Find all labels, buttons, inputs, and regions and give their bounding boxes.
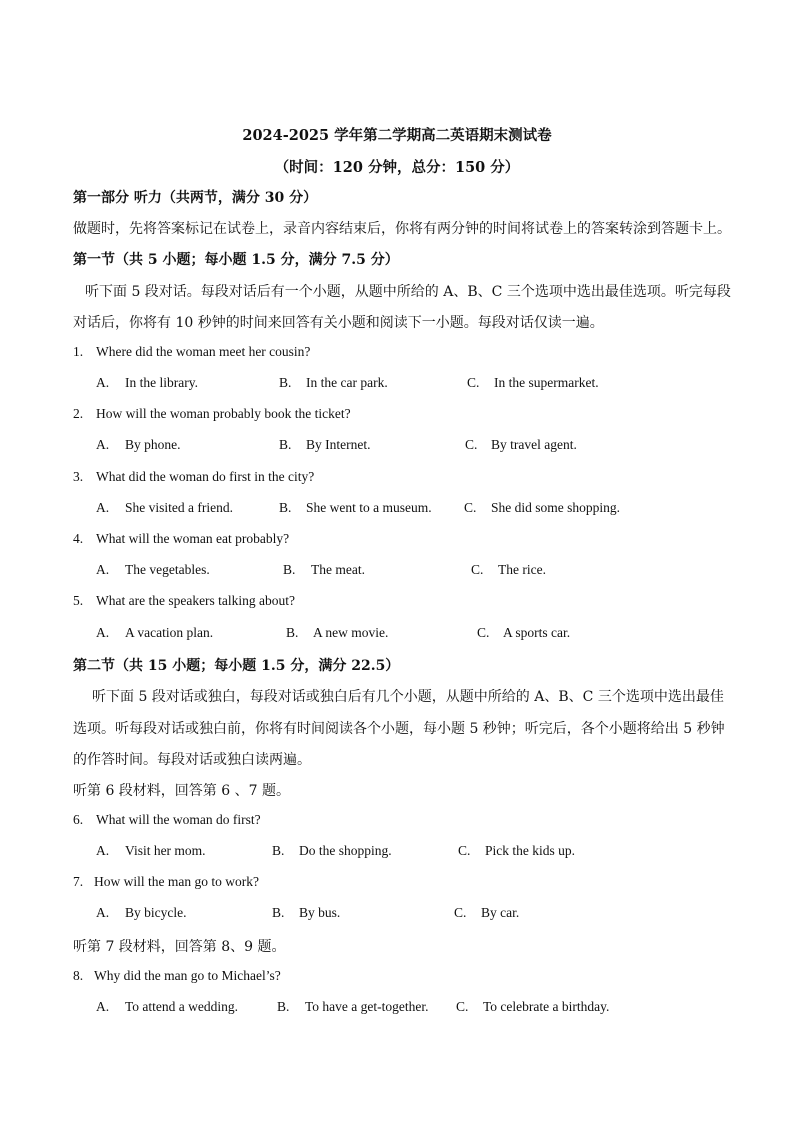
option-text: To attend a wedding. bbox=[125, 999, 239, 1014]
option-letter: A. bbox=[96, 999, 110, 1014]
option-text: The meat. bbox=[311, 562, 365, 577]
section1-intro-line2: 对话后，你将有 10 秒钟的时间来回答有关小题和阅读下一小题。每段对话仅读一遍。 bbox=[73, 315, 604, 331]
question-text: Where did the woman meet her cousin? bbox=[96, 344, 311, 359]
question-text: What will the woman do first? bbox=[96, 812, 261, 827]
option-text: She did some shopping. bbox=[491, 500, 621, 515]
option-letter: A. bbox=[96, 562, 110, 577]
option-text: Visit her mom. bbox=[125, 843, 206, 858]
option-text: By bicycle. bbox=[125, 905, 187, 920]
option-text: A vacation plan. bbox=[125, 625, 214, 640]
material-6-instruction: 听第 6 段材料，回答第 6 、7 题。 bbox=[73, 783, 290, 799]
option-text: To have a get-together. bbox=[305, 999, 429, 1014]
option-letter: B. bbox=[283, 562, 296, 577]
option-text: By Internet. bbox=[306, 437, 371, 452]
option-letter: A. bbox=[96, 500, 110, 515]
option-text: By car. bbox=[481, 905, 520, 920]
option-letter: C. bbox=[456, 999, 469, 1014]
question-text: What did the woman do first in the city? bbox=[96, 469, 315, 484]
option-letter: B. bbox=[272, 843, 285, 858]
question-text: What are the speakers talking about? bbox=[96, 593, 296, 608]
option-letter: A. bbox=[96, 625, 110, 640]
option-letter: B. bbox=[279, 437, 292, 452]
option-letter: B. bbox=[279, 500, 292, 515]
option-letter: B. bbox=[286, 625, 299, 640]
option-letter: B. bbox=[272, 905, 285, 920]
material-7-instruction: 听第 7 段材料，回答第 8、9 题。 bbox=[73, 939, 286, 955]
option-letter: C. bbox=[467, 375, 480, 390]
question-number: 7. bbox=[73, 874, 84, 889]
question-text: How will the woman probably book the ticket? bbox=[96, 406, 351, 421]
option-letter: C. bbox=[465, 437, 478, 452]
option-text: In the library. bbox=[125, 375, 198, 390]
option-text: By phone. bbox=[125, 437, 181, 452]
option-letter: A. bbox=[96, 375, 110, 390]
part1-instruction: 做题时，先将答案标记在试卷上，录音内容结束后，你将有两分钟的时间将试卷上的答案转涂到答题卡上。 bbox=[73, 221, 731, 237]
part1-heading: 第一部分 听力（共两节，满分 30 分） bbox=[73, 190, 318, 206]
question-text: Why did the man go to Michael’s? bbox=[94, 968, 281, 983]
option-letter: B. bbox=[277, 999, 290, 1014]
question-number: 2. bbox=[73, 406, 84, 421]
option-letter: A. bbox=[96, 437, 110, 452]
section1-intro-line1: 听下面 5 段对话。每段对话后有一个小题，从题中所给的 A、B、C 三个选项中选出最佳选项。听完每段 bbox=[85, 284, 731, 300]
option-letter: A. bbox=[96, 905, 110, 920]
option-letter: C. bbox=[464, 500, 477, 515]
option-letter: A. bbox=[96, 843, 110, 858]
option-text: The rice. bbox=[498, 562, 546, 577]
section1-heading: 第一节（共 5 小题；每小题 1.5 分，满分 7.5 分） bbox=[73, 252, 399, 268]
option-text: In the car park. bbox=[306, 375, 388, 390]
option-text: By bus. bbox=[299, 905, 341, 920]
option-letter: C. bbox=[471, 562, 484, 577]
question-number: 3. bbox=[73, 469, 84, 484]
option-text: A sports car. bbox=[503, 625, 571, 640]
question-number: 4. bbox=[73, 531, 84, 546]
section2-intro-line2: 选项。听每段对话或独白前，你将有时间阅读各个小题，每小题 5 秒钟；听完后，各个小题将给出 5 秒钟 bbox=[73, 721, 725, 737]
option-letter: C. bbox=[454, 905, 467, 920]
section2-heading: 第二节（共 15 小题；每小题 1.5 分，满分 22.5） bbox=[73, 658, 400, 674]
section2-intro-line3: 的作答时间。每段对话或独白读两遍。 bbox=[73, 752, 311, 768]
option-letter: B. bbox=[279, 375, 292, 390]
question-number: 1. bbox=[73, 344, 84, 359]
option-text: In the supermarket. bbox=[494, 375, 599, 390]
option-text: A new movie. bbox=[313, 625, 389, 640]
option-letter: C. bbox=[477, 625, 490, 640]
question-text: What will the woman eat probably? bbox=[96, 531, 290, 546]
question-number: 5. bbox=[73, 593, 84, 608]
option-text: To celebrate a birthday. bbox=[483, 999, 610, 1014]
question-text: How will the man go to work? bbox=[94, 874, 259, 889]
exam-subtitle: （时间：120 分钟，总分：150 分） bbox=[274, 159, 520, 176]
question-number: 6. bbox=[73, 812, 84, 827]
option-letter: C. bbox=[458, 843, 471, 858]
exam-title: 2024-2025 学年第二学期高二英语期末测试卷 bbox=[242, 127, 552, 144]
question-number: 8. bbox=[73, 968, 84, 983]
option-text: By travel agent. bbox=[491, 437, 577, 452]
section2-intro-line1: 听下面 5 段对话或独白，每段对话或独白后有几个小题，从题中所给的 A、B、C 三个选项中选出最佳 bbox=[92, 689, 724, 705]
option-text: She went to a museum. bbox=[306, 500, 432, 515]
option-text: She visited a friend. bbox=[125, 500, 233, 515]
option-text: Pick the kids up. bbox=[485, 843, 575, 858]
option-text: Do the shopping. bbox=[299, 843, 392, 858]
option-text: The vegetables. bbox=[125, 562, 210, 577]
